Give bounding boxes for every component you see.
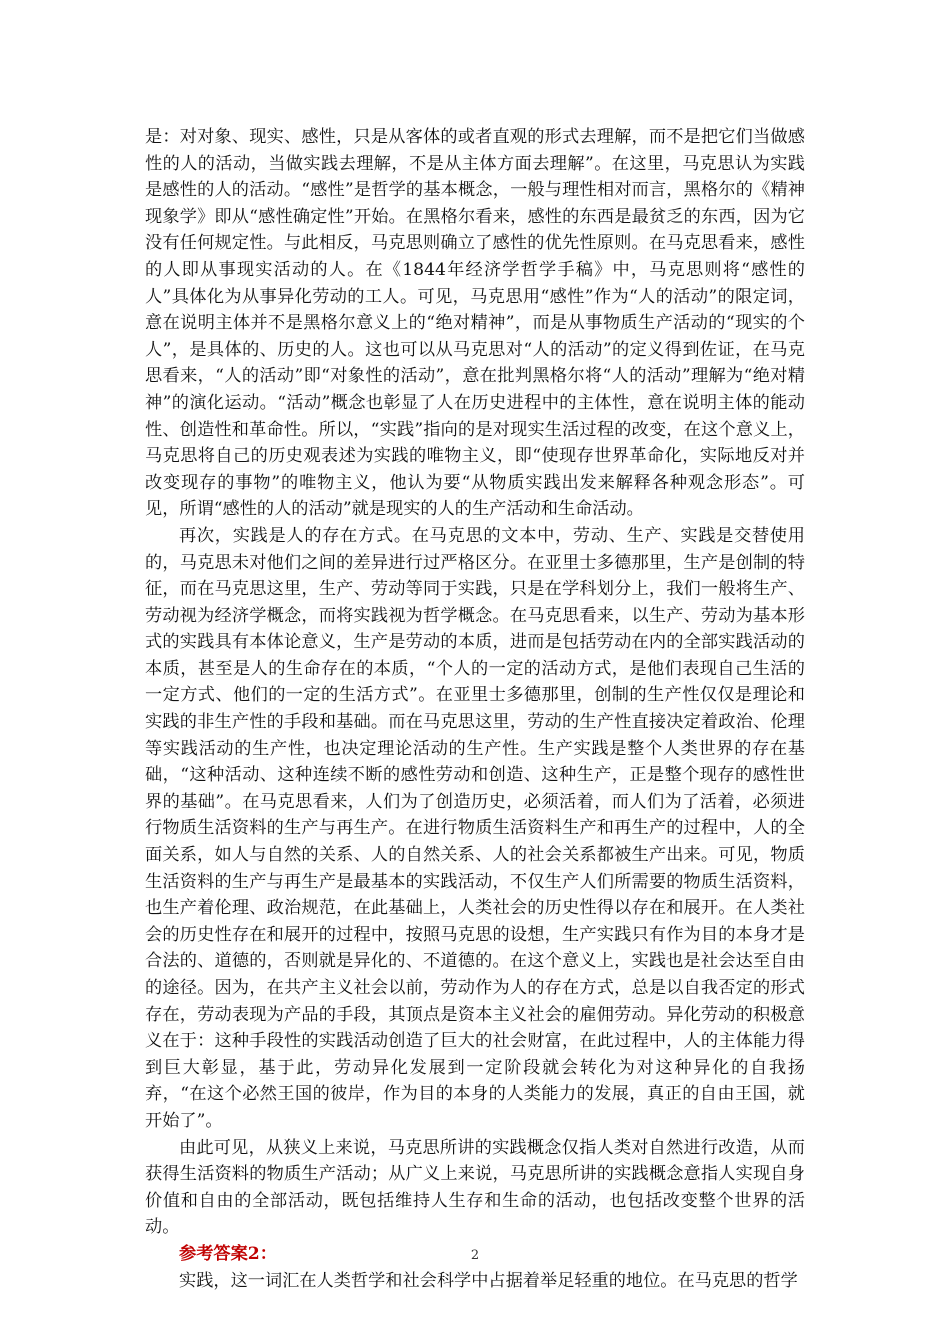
paragraph-conclusion: 由此可见，从狭义上来说，马克思所讲的实践概念仅指人类对自然进行改造，从而获得生活资料的物质生产活动；从广义上来说，马克思所讲的实践概念意指人实现自身价值和自由的全部活动，既包括维持人生存和生命的活动，也包括改变整个世界的活动。	[145, 1137, 805, 1238]
answer-heading: 参考答案2：	[179, 1243, 277, 1264]
paragraph-continuation: 是：对对象、现实、感性，只是从客体的或者直观的形式去理解，而不是把它们当做感性的人的活动，当做实践去理解，不是从主体方面去理解”。在这里，马克思认为实践是感性的人的活动。“感性”是哲学的基本概念，一般与理性相对而言，黑格尔的《精神现象学》即从“感性确定性”开始。在黑格尔看来，感性的东西是最贫乏的东西，因为它没有任何规定性。与此相反，马克思则确立了感性的优先性原则。在马克思看来，感性的人即从事现实活动的人。在《1844年经济学哲学手稿》中，马克思则将“感性的人”具体化为从事异化劳动的工人。可见，马克思用“感性”作为“人的活动”的限定词，意在说明主体并不是黑格尔意义上的“绝对精神”，而是从事物质生产活动的“现实的个人”，是具体的、历史的人。这也可以从马克思对“人的活动”的定义得到佐证，在马克思看来，“人的活动”即“对象性的活动”，意在批判黑格尔将“人的活动”理解为“绝对精神”的演化运动。“活动”概念也彰显了人在历史进程中的主体性，意在说明主体的能动性、创造性和革命性。所以，“实践”指向的是对现实生活过程的改变，在这个意义上，马克思将自己的历史观表述为实践的唯物主义，即“使现存世界革命化，实际地反对并改变现存的事物”的唯物主义，他认为要“从物质实践出发来解释各种观念形态”。可见，所谓“感性的人的活动”就是现实的人的生产活动和生命活动。	[145, 127, 805, 520]
paragraph-practice-existence: 再次，实践是人的存在方式。在马克思的文本中，劳动、生产、实践是交替使用的，马克思未对他们之间的差异进行过严格区分。在亚里士多德那里，生产是创制的特征，而在马克思这里，生产、劳动等同于实践，只是在学科划分上，我们一般将生产、劳动视为经济学概念，而将实践视为哲学概念。在马克思看来，以生产、劳动为基本形式的实践具有本体论意义，生产是劳动的本质，进而是包括劳动在内的全部实践活动的本质，甚至是人的生命存在的本质，“个人的一定的活动方式，是他们表现自己生活的一定方式、他们的一定的生活方式”。在亚里士多德那里，创制的生产性仅仅是理论和实践的非生产性的手段和基础。而在马克思这里，劳动的生产性直接决定着政治、伦理等实践活动的生产性，也决定理论活动的生产性。生产实践是整个人类世界的存在基础，“这种活动、这种连续不断的感性劳动和创造、这种生产，正是整个现存的感性世界的基础”。在马克思看来，人们为了创造历史，必须活着，而人们为了活着，必须进行物质生活资料的生产与再生产。在进行物质生活资料生产和再生产的过程中，人的全面关系，如人与自然的关系、人的自然关系、人的社会关系都被生产出来。可见，物质生活资料的生产与再生产是最基本的实践活动，不仅生产人们所需要的物质生活资料，也生产着伦理、政治规范，在此基础上，人类社会的历史性得以存在和展开。在人类社会的历史性存在和展开的过程中，按照马克思的设想，生产实践只有作为目的本身才是合法的、道德的，否则就是异化的、不道德的。在这个意义上，实践也是社会达至自由的途径。因为，在共产主义社会以前，劳动作为人的存在方式，总是以自我否定的形式存在，劳动表现为产品的手段，其顶点是资本主义社会的雇佣劳动。异化劳动的积极意义在于：这种手段性的实践活动创造了巨大的社会财富，在此过程中，人的主体能力得到巨大彰显，基于此，劳动异化发展到一定阶段就会转化为对这种异化的自我扬弃，“在这个必然王国的彼岸，作为目的本身的人类能力的发展，真正的自由王国，就开始了”。	[145, 525, 805, 1131]
answer-first-line: 实践，这一词汇在人类哲学和社会科学中占据着举足轻重的地位。在马克思的哲学	[179, 1270, 798, 1291]
document-body	[145, 124, 805, 1294]
page-number: 2	[470, 1248, 480, 1263]
